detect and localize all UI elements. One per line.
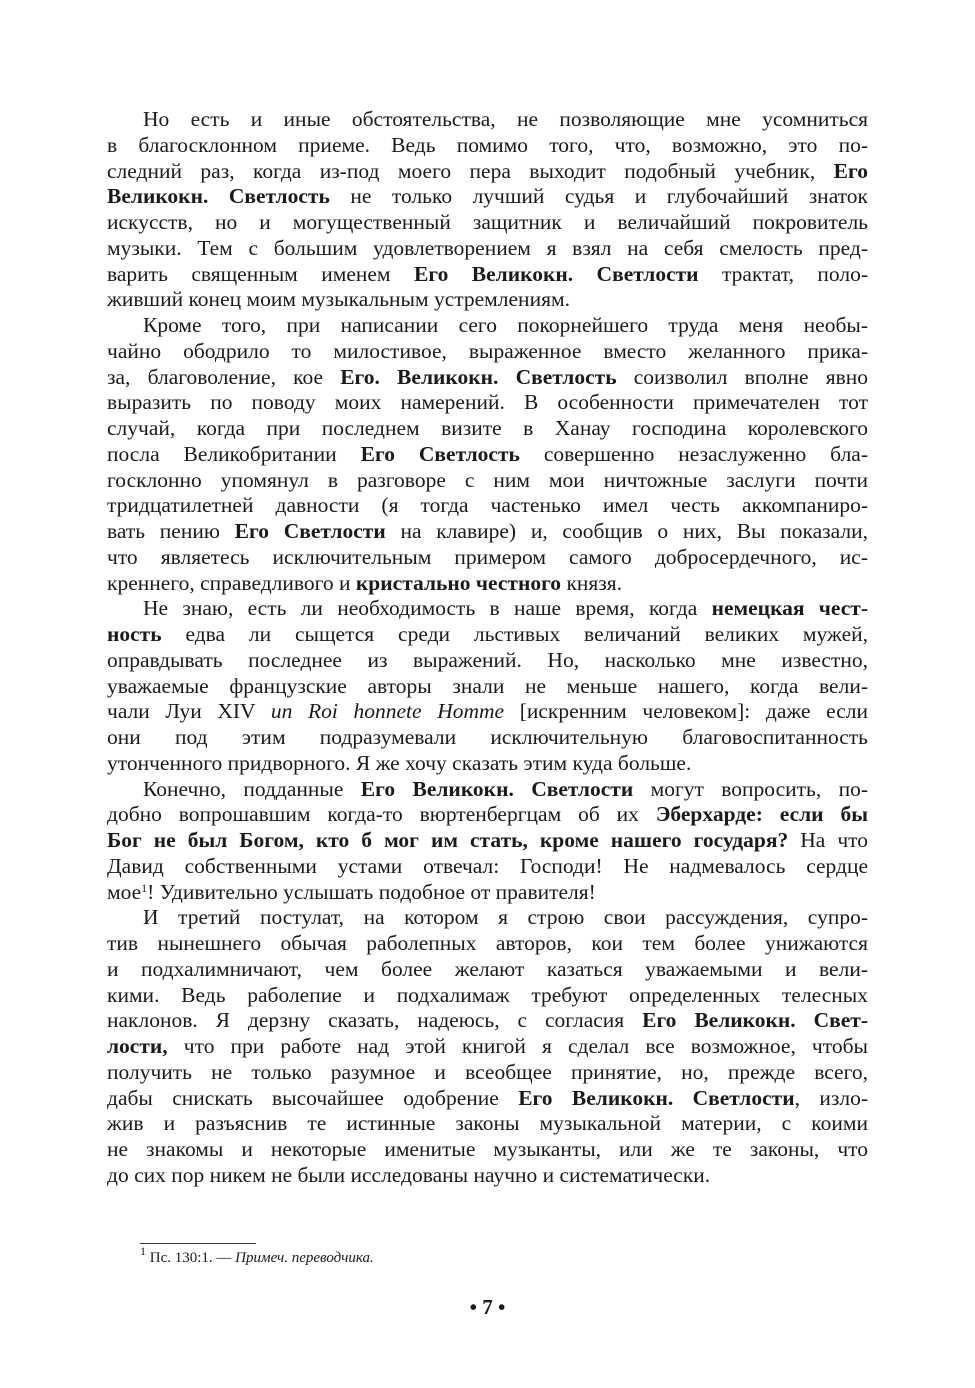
bold-text: Бог не был Богом, кто б мог им стать, кроме нашего государя? — [107, 828, 789, 852]
text-line — [107, 313, 868, 339]
text-line — [107, 725, 868, 751]
footnote-marker: 1 — [140, 1244, 146, 1258]
text-segment: и подхалимничают, чем более желают казаться уважаемыми и вели- — [107, 956, 868, 981]
text-segment: тридцатилетней давности (я тогда частенько имел честь аккомпаниро- — [107, 493, 868, 518]
bold-text: лости, — [107, 1034, 168, 1058]
text-segment: что при работе над этой книгой я сделал все возможное, чтобы — [167, 1034, 868, 1058]
text-line — [107, 751, 868, 777]
text-segment: дабы снискать высочайшее одобрение — [107, 1085, 519, 1110]
italic-text: un Roi honnete Homme — [270, 699, 505, 724]
text-segment: чали Луи XIV — [107, 699, 271, 724]
text-segment: вать пению — [107, 519, 235, 543]
text-line — [107, 493, 868, 519]
page-number: • 7 • — [469, 1295, 506, 1319]
footnote — [140, 1244, 374, 1268]
text-segment: жив и разъяснив те истинные законы музыкальной материи, с коими — [107, 1111, 868, 1136]
text-segment: И третий постулат, на котором я строю свои рассуждения, супро- — [143, 905, 868, 930]
footnote-divider — [140, 1243, 256, 1244]
text-segment: за, благоволение, кое — [107, 364, 341, 389]
text-line — [107, 571, 868, 597]
text-segment: до сих пор никем не были исследованы научно и систематически. — [107, 1162, 711, 1187]
text-segment: мое — [107, 879, 142, 904]
text-segment: госклонно упомянул в разговоре с ним мои ничтожные заслуги почти — [107, 467, 868, 492]
text-line — [107, 210, 868, 236]
text-line — [107, 648, 868, 674]
text-line — [107, 828, 868, 854]
footnote-reference: 1 — [141, 880, 148, 895]
bold-text: Его Великокн. Светлости — [414, 261, 699, 286]
text-segment: соизволил вполне явно — [616, 364, 868, 389]
text-segment: кими. Ведь раболепие и подхалимаж требуют определенных телесных — [107, 982, 868, 1007]
text-line — [107, 674, 868, 700]
text-line — [107, 777, 868, 803]
text-segment: в благосклонном приеме. Ведь помимо того, что, возможно, это по- — [107, 132, 868, 157]
footnote-note: Примеч. переводчика. — [235, 1250, 374, 1266]
text-line — [107, 931, 868, 957]
text-segment: [искренним человеком]: даже если — [504, 699, 869, 724]
footnote-text: Пс. 130:1. — — [146, 1250, 236, 1266]
text-line — [107, 416, 868, 442]
text-line — [107, 365, 868, 391]
paragraph — [107, 107, 868, 313]
text-segment: князя. — [561, 570, 623, 595]
bold-text: Эберхарде: если бы — [655, 802, 869, 827]
bold-text: кристально честного — [355, 570, 562, 595]
text-line — [107, 1060, 868, 1086]
bold-text: Его Светлость — [360, 441, 520, 466]
text-segment: получить не только разумное и всеобщее принятие, но, прежде всего, — [107, 1059, 868, 1084]
text-segment: варить священным именем — [107, 261, 414, 286]
body-text — [107, 107, 868, 1189]
text-segment: добно вопрошавшим когда-то вюртенбергцам об их — [107, 802, 656, 827]
text-segment: на клавире) и, сообщив о них, Вы показали, — [385, 519, 868, 543]
bold-text: Его. Великокн. Светлость — [340, 364, 617, 389]
text-line — [107, 133, 868, 159]
text-line — [107, 545, 868, 571]
text-line — [107, 262, 868, 288]
text-line — [107, 159, 868, 185]
paragraph — [107, 777, 868, 906]
text-line — [107, 519, 868, 545]
text-line — [107, 287, 868, 313]
text-segment: выразить по поводу моих намерений. В особенности примечателен тот — [107, 390, 868, 415]
text-segment: Но есть и иные обстоятельства, не позволяющие мне усомниться — [143, 107, 868, 131]
text-segment: искусств, но и могущественный защитник и величайший покровитель — [107, 210, 868, 234]
text-segment: не только лучший судья и глубочайший знаток — [329, 184, 868, 209]
text-segment: ! Удивительно услышать подобное от правителя! — [147, 879, 596, 904]
text-line — [107, 1086, 868, 1112]
text-segment: Давид собственными устами отвечал: Господи! Не надмевалось сердце — [107, 853, 868, 878]
text-line — [107, 1034, 868, 1060]
text-line — [107, 390, 868, 416]
bold-text: ность — [107, 622, 162, 646]
text-line — [107, 1008, 868, 1034]
paragraph — [107, 313, 868, 596]
text-segment: оправдывать последнее из выражений. Но, насколько мне известно, — [107, 647, 868, 672]
text-line — [107, 699, 868, 725]
text-segment: трактат, поло- — [698, 261, 869, 286]
text-segment: утонченного придворного. Я же хочу сказать этим куда больше. — [107, 750, 692, 775]
text-line — [107, 107, 868, 133]
text-segment: Не знаю, есть ли необходимость в наше время, когда — [143, 596, 712, 621]
bold-text: Его Великокн. Светлости — [360, 776, 634, 801]
text-segment: посла Великобритании — [107, 441, 361, 466]
text-segment: могут вопросить, по- — [633, 776, 868, 801]
bold-text: немецкая чест- — [711, 596, 868, 621]
text-segment: едва ли сыщется среди льстивых величаний великих мужей, — [161, 622, 868, 646]
text-line — [107, 184, 868, 210]
text-line — [107, 983, 868, 1009]
text-line — [107, 880, 868, 906]
text-line — [107, 905, 868, 931]
text-line — [107, 442, 868, 468]
paragraph — [107, 596, 868, 776]
bold-text: Его Великокн. Светлости — [518, 1085, 795, 1110]
text-line — [107, 1137, 868, 1163]
text-segment: совершенно незаслуженно бла- — [519, 441, 869, 466]
text-segment: случай, когда при последнем визите в Ханау господина королевского — [107, 416, 868, 440]
text-segment: не знакомы и некоторые именитые музыканты, или же те законы, что — [107, 1137, 868, 1161]
text-segment: На что — [788, 828, 868, 852]
text-line — [107, 957, 868, 983]
text-segment: живший конец моим музыкальным устремлениям. — [107, 287, 570, 312]
text-segment: они под этим подразумевали исключительную благовоспитанность — [107, 725, 868, 749]
bold-text: Его — [833, 158, 868, 183]
text-segment: тив нынешнего обычая раболепных авторов, кои тем более унижаются — [107, 931, 868, 955]
text-segment: Кроме того, при написании сего покорнейшего труда меня необы- — [143, 313, 868, 337]
text-line — [107, 468, 868, 494]
text-line — [107, 1111, 868, 1137]
paragraph — [107, 905, 868, 1188]
text-line — [107, 236, 868, 262]
text-line — [107, 339, 868, 365]
text-line — [107, 622, 868, 648]
text-segment: , изло- — [794, 1085, 869, 1110]
text-segment: следний раз, когда из-под моего пера выходит подобный учебник, — [107, 158, 834, 183]
bold-text: Его Великокн. Свет- — [642, 1008, 868, 1033]
text-segment: уважаемые французские авторы знали не меньше нашего, когда вели- — [107, 673, 868, 698]
text-segment: креннего, справедливого и — [107, 570, 356, 595]
text-line — [107, 1163, 868, 1189]
bold-text: Его Светлости — [234, 519, 386, 543]
text-segment: чайно ободрило то милостивое, выраженное вместо желанного прика- — [107, 338, 868, 363]
text-segment: Конечно, подданные — [143, 776, 361, 801]
text-line — [107, 596, 868, 622]
text-segment: наклонов. Я дерзну сказать, надеюсь, с согласия — [107, 1008, 643, 1033]
text-segment: что являетесь исключительным примером самого добросердечного, ис- — [107, 544, 868, 569]
text-line — [107, 854, 868, 880]
bold-text: Великокн. Светлость — [107, 184, 330, 209]
text-segment: музыки. Тем с большим удовлетворением я взял на себя смелость пред- — [107, 235, 868, 260]
text-line — [107, 802, 868, 828]
